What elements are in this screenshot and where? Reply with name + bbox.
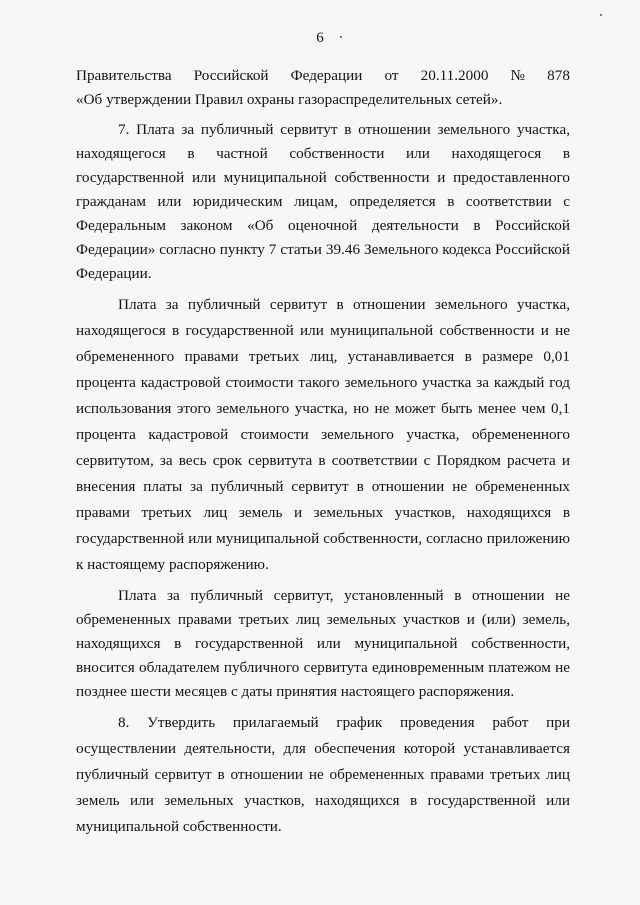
paragraph-item-7: 7. Плата за публичный сервитут в отношении земельного участка, находящегося в частной собственности или находящегося в государственной или муниципальной собственности и предоставленного гражданам или юридическим лицам, определяется в соответствии с Федеральным законом «Об оценочной деятельности в Российской Федерации» согласно пункту 7 статьи 39.46 Земельного кодекса Российской Федерации. bbox=[76, 121, 570, 282]
header-continuation: «Об утверждении Правил охраны газораспределительных сетей». bbox=[76, 91, 503, 108]
paragraph-item-8: 8. Утвердить прилагаемый график проведения работ при осуществлении деятельности, для обеспечения которой устанавливается публичный сервитут в отношении не обремененных правами третьих лиц земель или земельных участков, находящихся в государственной или муниципальной собственности. bbox=[76, 714, 570, 835]
header-word: 878 bbox=[547, 67, 570, 84]
document-body bbox=[76, 64, 570, 840]
header-word: Правительства bbox=[76, 67, 172, 84]
header-word: от bbox=[384, 67, 399, 84]
header-line bbox=[76, 64, 570, 88]
paragraph-fee-payment: Плата за публичный сервитут, установленный в отношении не обремененных правами третьих лиц земельных участков и (или) земель, находящихся в государственной или муниципальной собственности, вносится обладателем публичного сервитута единовременным платежом не позднее шести месяцев с даты принятия настоящего распоряжения. bbox=[76, 587, 570, 700]
header-word: Российской bbox=[193, 67, 269, 84]
paragraph-fee-state-land: Плата за публичный сервитут в отношении земельного участка, находящегося в государственной или муниципальной собственности и не обремененного правами третьих лиц, устанавливается в размере 0,01 процента кадастровой стоимости такого земельного участка за каждый год использования этого земельного участка, но не может быть менее чем 0,1 процента кадастровой стоимости земельного участка, обремененного сервитутом, за весь срок сервитута в соответствии с Порядком расчета и внесения платы за публичный сервитут в отношении не обремененных правами третьих лиц земель и земельных участков, находящихся в государственной или муниципальной собственности, согласно приложению к настоящему распоряжению. bbox=[76, 296, 570, 573]
scan-speck bbox=[340, 36, 342, 38]
header-word: 20.11.2000 bbox=[420, 67, 489, 84]
scan-speck bbox=[600, 14, 602, 16]
header-word: № bbox=[510, 67, 526, 84]
header-word: Федерации bbox=[290, 67, 363, 84]
page-number: 6 bbox=[316, 30, 324, 46]
